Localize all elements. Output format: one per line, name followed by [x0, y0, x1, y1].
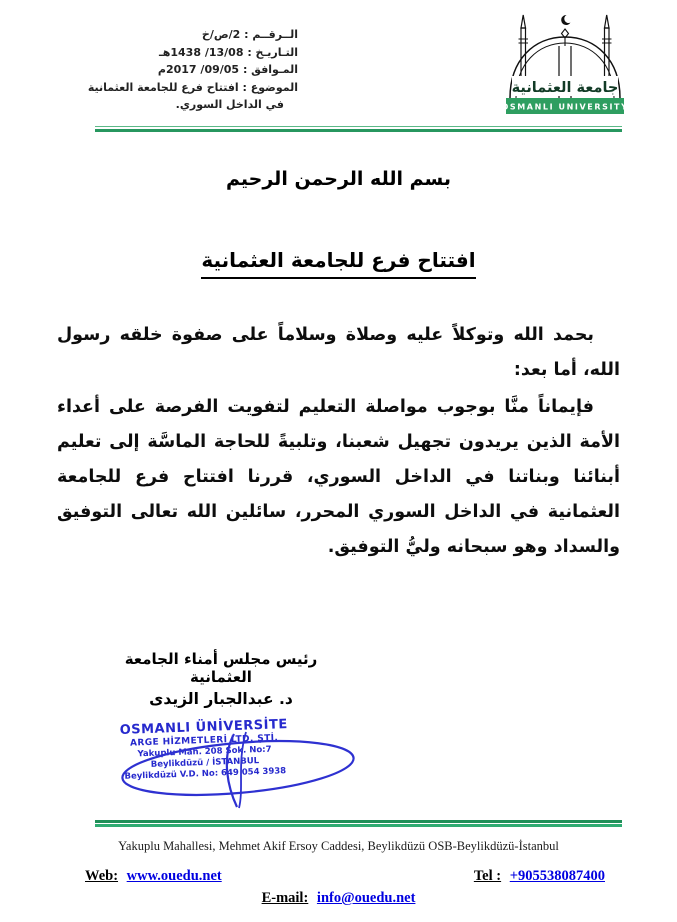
document-title: افتتاح فرع للجامعة العثمانية [201, 248, 475, 279]
doc-number-row [98, 26, 298, 44]
doc-subject-label: الموضوع : [242, 80, 298, 94]
doc-subject-value: افتتاح فرع للجامعة العثمانية [87, 80, 239, 94]
web-label: Web: [85, 868, 119, 884]
doc-subject-value-line2: في الداخل السوري. [175, 98, 284, 111]
body-paragraph-1: بحمد الله وتوكلاً عليه وصلاة وسلاماً على صفوة خلقه رسول الله، أما بعد: [57, 324, 620, 380]
footer-web [85, 868, 222, 885]
stamp-line-3: Yakuplu Mah. 208 Sok. No:7 [137, 744, 272, 760]
website-link[interactable]: www.ouedu.net [126, 868, 222, 884]
footer-address: Yakuplu Mahallesi, Mehmet Akif Ersoy Caddesi, Beylikdüzü OSB-Beylikdüzü-İstanbul [118, 839, 559, 853]
university-logo [500, 12, 630, 120]
email-link[interactable]: info@ouedu.net [316, 890, 416, 906]
doc-date-value: 13/08/ 1438هـ [158, 45, 244, 59]
stamp-line-5: Beylikdüzü V.D. No: 649 054 3938 [124, 766, 287, 782]
footer-tel [474, 868, 605, 885]
doc-number-value: 2/ص/خ [201, 28, 241, 41]
doc-corresponding-value: 09/05/ 2017م [157, 63, 240, 76]
doc-subject-row [87, 79, 298, 97]
signatory-title: رئيس مجلس أمناء الجامعة العثمانية [124, 650, 318, 686]
title-row [0, 248, 677, 279]
doc-date-row [98, 44, 298, 62]
logo-arabic-calligraphy: جامعة العثمانية [511, 80, 619, 96]
footer-email [0, 890, 677, 907]
tel-label: Tel : [473, 868, 502, 884]
doc-date-label: التـاريـخ : [247, 45, 298, 59]
body-paragraph-2: فإيماناً منَّا بوجوب مواصلة التعليم لتفويت الفرصة على أعداء الأمة الذين يريدون تجهيل شعبنا، وتلبيةً للحاجة الماسَّة إلى تعليم أبنائنا وبناتنا في الداخل السوري، قررنا افتتاح فرع للجامعة العثمانية في الداخل السوري المحرر، سائلين الله تعالى التوفيق والسداد وهو سبحانه وليُّ التوفيق. [57, 396, 620, 557]
basmala: بسم الله الرحمن الرحيم [226, 168, 451, 190]
university-stamp [111, 717, 298, 783]
doc-corresponding-row [98, 61, 298, 79]
email-label: E-mail: [261, 890, 309, 906]
stamp-line-1: OSMANLI ÜNİVERSİTE [119, 717, 288, 738]
mosque-icon [500, 12, 630, 120]
stamp-line-2: ARGE HİZMETLERİ LTD. ŞTİ. [129, 733, 279, 749]
doc-subject-row-2 [98, 96, 298, 114]
doc-corresponding-label: المـوافق : [242, 63, 298, 76]
header-divider [95, 126, 622, 132]
doc-number-label: الــرقــم : [244, 28, 298, 41]
footer-divider [95, 820, 622, 827]
stamp-line-4: Beylikdüzü / İSTANBUL [150, 756, 260, 770]
document-meta [87, 26, 298, 114]
signatory-name: د. عبدالجبار الزيدى [149, 690, 293, 708]
phone-link[interactable]: +905538087400 [509, 868, 605, 884]
logo-banner-text: OSMANLI UNIVERSITY [501, 102, 629, 112]
